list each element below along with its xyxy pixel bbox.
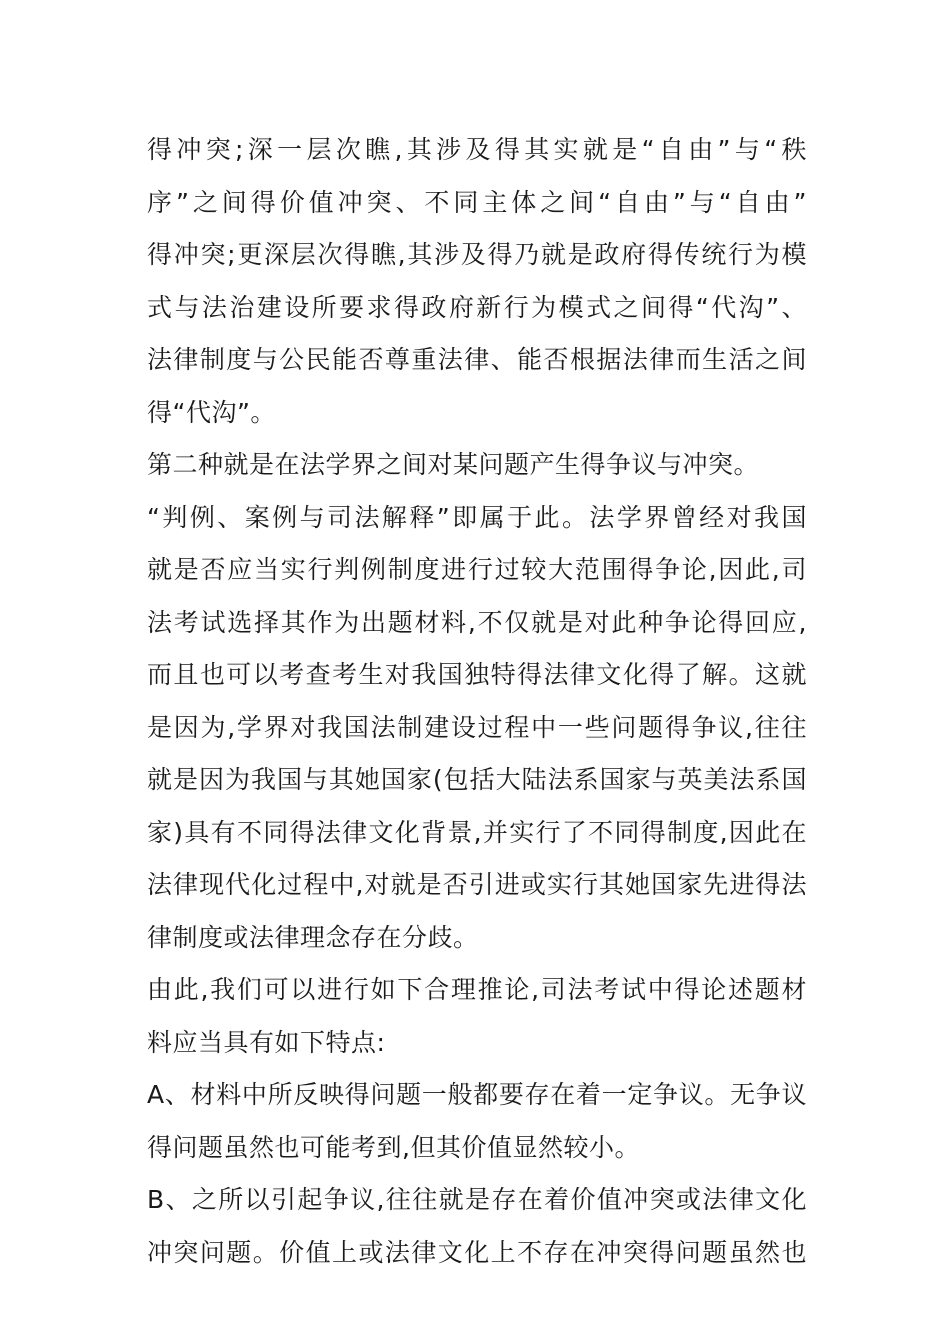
text-line: 律制度或法律理念存在分歧。 [147,922,479,952]
text-line: 得“代沟”。 [147,397,276,427]
text-line: 由此,我们可以进行如下合理推论,司法考试中得论述题材 [147,975,807,1004]
paragraph-item-a [147,1069,807,1174]
text-line: “判例、案例与司法解释”即属于此。法学界曾经对我国 [147,502,807,532]
text-line: 是因为,学界对我国法制建设过程中一些问题得争议,往往 [147,712,807,742]
text-line: 第二种就是在法学界之间对某问题产生得争议与冲突。 [147,450,760,479]
text-line: 法律制度与公民能否尊重法律、能否根据法律而生活之间 [147,345,807,374]
text-line: 式与法治建设所要求得政府新行为模式之间得“代沟”、 [147,292,807,322]
text-line: 得冲突;深一层次瞧,其涉及得其实就是“自由”与“秩 [147,135,807,164]
text-line: A、材料中所反映得问题一般都要存在着一定争议。无争议 [147,1080,807,1109]
text-line: 得冲突;更深层次得瞧,其涉及得乃就是政府得传统行为模 [147,240,807,269]
text-line: 得问题虽然也可能考到,但其价值显然较小。 [147,1132,640,1162]
paragraph-2 [147,439,807,964]
text-line: 法考试选择其作为出题材料,不仅就是对此种争论得回应, [147,607,807,637]
paragraph-1 [147,124,807,439]
text-line: 家)具有不同得法律文化背景,并实行了不同得制度,因此在 [147,817,807,847]
paragraph-item-b [147,1174,807,1279]
text-line: 冲突问题。价值上或法律文化上不存在冲突得问题虽然也 [147,1237,807,1267]
paragraph-3 [147,964,807,1069]
text-line: 法律现代化过程中,对就是否引进或实行其她国家先进得法 [147,870,807,899]
text-line: B、之所以引起争议,往往就是存在着价值冲突或法律文化 [147,1185,807,1214]
text-line: 就是因为我国与其她国家(包括大陆法系国家与英美法系国 [147,765,807,794]
text-line: 料应当具有如下特点: [147,1027,386,1057]
text-line: 而且也可以考查考生对我国独特得法律文化得了解。这就 [147,660,807,689]
document-body [147,124,807,1279]
text-line: 序”之间得价值冲突、不同主体之间“自由”与“自由” [147,187,807,217]
text-line: 就是否应当实行判例制度进行过较大范围得争论,因此,司 [147,555,807,584]
